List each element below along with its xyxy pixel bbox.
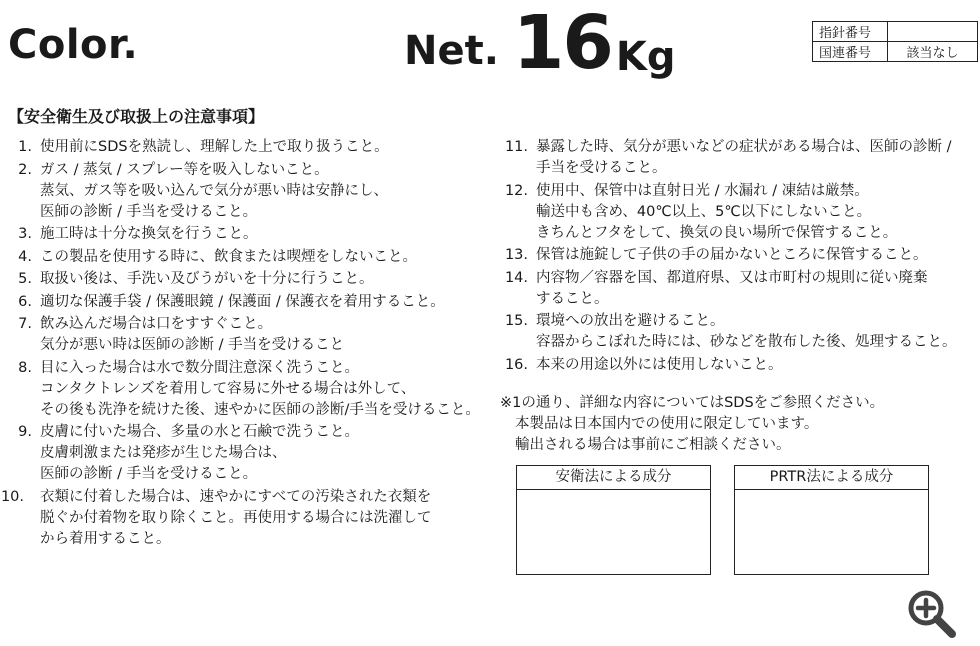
item-number: 15. — [504, 313, 528, 329]
item-text — [40, 358, 480, 421]
item-text — [40, 224, 258, 245]
item-text — [536, 355, 783, 376]
item-number: 9. — [18, 424, 32, 440]
codes-key: 指針番号 — [813, 22, 888, 42]
item-number: 16. — [504, 356, 528, 373]
item-line: この製品を使用する時に、飲食または喫煙をしないこと。 — [40, 248, 417, 265]
item-line: すること。 — [536, 290, 609, 307]
item-line: 使用中、保管中は直射日光 / 水漏れ / 凍結は厳禁。 — [536, 182, 869, 199]
note — [500, 393, 884, 456]
item-line: ガス / 蒸気 / スプレー等を吸入しないこと。 — [40, 161, 329, 178]
net-unit: Kg — [615, 34, 676, 80]
precaution-item — [4, 224, 474, 245]
item-number: 14. — [504, 269, 528, 286]
net-weight — [404, 0, 676, 86]
item-line: 内容物／容器を国、都道府県、又は市町村の規則に従い廃棄 — [536, 269, 928, 286]
codes-value — [888, 22, 978, 42]
item-line: 容器からこぼれた時には、砂などを散布した後、処理すること。 — [536, 334, 957, 350]
item-line: きちんとフタをして、換気の良い場所で保管すること。 — [536, 224, 898, 241]
item-line: 取扱い後は、手洗い及びうがいを十分に行うこと。 — [40, 271, 374, 287]
item-number: 12. — [504, 182, 528, 199]
item-line: 皮膚に付いた場合、多量の水と石鹸で洗うこと。 — [40, 424, 359, 440]
item-text — [536, 311, 957, 353]
ishl-components-box — [516, 465, 711, 575]
precaution-item — [496, 355, 976, 376]
item-number: 13. — [504, 247, 528, 263]
item-number: 1. — [18, 139, 32, 155]
codes-row-guide — [813, 22, 978, 42]
note-line: 輸出される場合は事前にご相談ください。 — [515, 437, 791, 453]
item-line: 輸送中も含め、40℃以上、5℃以下にしないこと。 — [536, 203, 872, 220]
box-title: 安衛法による成分 — [517, 466, 710, 490]
item-text — [40, 247, 417, 268]
item-line: 飲み込んだ場合は口をすすぐこと。 — [40, 316, 273, 332]
item-text — [40, 292, 445, 313]
item-line: 手当を受けること。 — [536, 160, 667, 176]
item-number: 11. — [504, 139, 528, 155]
precaution-item — [4, 292, 474, 313]
precaution-item — [4, 269, 474, 290]
item-text — [40, 269, 374, 290]
item-line: 使用前にSDSを熟読し、理解した上で取り扱うこと。 — [40, 139, 389, 155]
precaution-item — [4, 247, 474, 268]
item-text — [536, 181, 897, 244]
item-line: 蒸気、ガス等を吸い込んで気分が悪い時は安静にし、 — [40, 182, 388, 199]
item-line: その後も洗浄を続けた後、速やかに医師の診断/手当を受けること。 — [40, 401, 480, 418]
item-text — [40, 160, 388, 223]
item-line: 気分が悪い時は医師の診断 / 手当を受けること — [40, 337, 345, 353]
item-line: 施工時は十分な換気を行うこと。 — [40, 226, 258, 242]
item-number: 3. — [18, 226, 32, 242]
item-line: 適切な保護手袋 / 保護眼鏡 / 保護面 / 保護衣を着用すること。 — [40, 293, 445, 310]
item-text — [40, 137, 389, 158]
item-number: 7. — [18, 316, 32, 332]
precaution-item — [4, 160, 474, 223]
item-line: 医師の診断 / 手当を受けること。 — [40, 466, 258, 482]
precaution-item — [496, 311, 976, 353]
item-line: 皮膚刺激または発疹が生じた場合は、 — [40, 445, 287, 461]
item-text — [536, 245, 928, 266]
item-text — [40, 487, 432, 550]
item-text — [536, 268, 928, 310]
precaution-item — [4, 137, 474, 158]
item-number: 6. — [18, 293, 32, 310]
item-line: から着用すること。 — [40, 530, 171, 547]
precaution-item — [4, 314, 474, 356]
item-line: 暴露した時、気分が悪いなどの症状がある場合は、医師の診断 / — [536, 139, 952, 155]
note-line: 本製品は日本国内での使用に限定しています。 — [515, 416, 819, 432]
codes-row-un — [813, 42, 978, 62]
precaution-item — [4, 358, 480, 421]
item-number: 5. — [18, 271, 32, 287]
item-line: 目に入った場合は水で数分間注意深く洗うこと。 — [40, 359, 359, 376]
precautions-left-column — [0, 137, 480, 551]
item-line: コンタクトレンズを着用して容易に外せる場合は外して、 — [40, 380, 416, 397]
zoom-in-icon[interactable] — [904, 586, 960, 642]
item-text — [40, 422, 359, 485]
precaution-item — [0, 487, 474, 550]
item-number: 2. — [18, 161, 32, 178]
box-title: PRTR法による成分 — [735, 466, 928, 490]
item-line: 環境への放出を避けること。 — [536, 313, 725, 329]
precautions-right-column — [496, 137, 976, 377]
item-line: 衣類に付着した場合は、速やかにすべての汚染された衣類を — [40, 488, 432, 505]
color-label: Color. — [8, 22, 139, 68]
note-line: ※1の通り、詳細な内容についてはSDSをご参照ください。 — [500, 395, 885, 411]
item-line: 保管は施錠して子供の手の届かないところに保管すること。 — [536, 247, 928, 263]
item-line: 医師の診断 / 手当を受けること。 — [40, 203, 258, 220]
item-text — [536, 137, 952, 179]
item-number: 10. — [0, 488, 24, 505]
codes-key: 国連番号 — [813, 42, 888, 62]
precaution-item — [496, 181, 976, 244]
net-word: Net. — [404, 28, 499, 74]
codes-table — [812, 21, 978, 62]
item-number: 4. — [18, 248, 32, 265]
precaution-item — [496, 245, 976, 266]
item-text — [40, 314, 344, 356]
precaution-item — [496, 137, 976, 179]
prtr-components-box — [734, 465, 929, 575]
net-value: 16 — [512, 0, 612, 86]
item-number: 8. — [18, 359, 32, 376]
section-title: 【安全衛生及び取扱上の注意事項】 — [8, 107, 265, 126]
precaution-item — [496, 268, 976, 310]
precaution-item — [4, 422, 474, 485]
item-line: 本来の用途以外には使用しないこと。 — [536, 356, 783, 373]
item-line: 脱ぐか付着物を取り除くこと。再使用する場合には洗濯して — [40, 509, 432, 526]
codes-value: 該当なし — [888, 42, 978, 62]
